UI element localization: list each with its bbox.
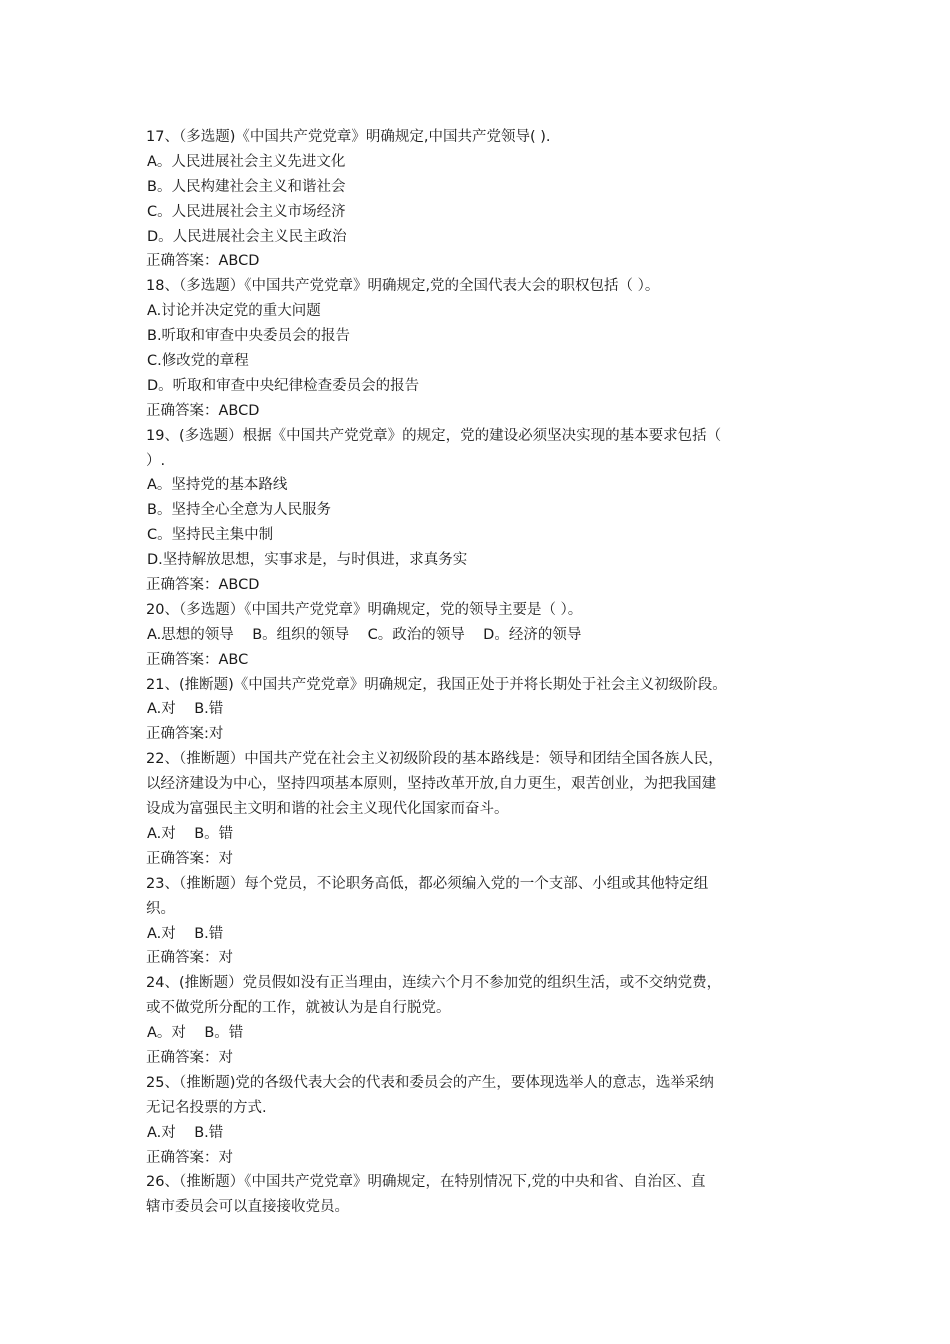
question-block <box>146 424 816 598</box>
question-stem-line: 21、(推断题)《中国共产党党章》明确规定，我国正处于并将长期处于社会主义初级阶段。 <box>146 676 727 693</box>
question-stem-line: 辖市委员会可以直接接收党员。 <box>146 1199 349 1216</box>
question-stem-line: 24、(推断题）党员假如没有正当理由，连续六个月不参加党的组织生活，或不交纳党费， <box>146 975 722 992</box>
answer-option: C。坚持民主集中制 <box>147 527 274 544</box>
question-stem-line: 23、（推断题）每个党员，不论职务高低，都必须编入党的一个支部、小组或其他特定组 <box>146 875 709 892</box>
question-stem-line: 19、(多选题）根据《中国共产党党章》的规定，党的建设必须坚决实现的基本要求包括（ <box>146 427 722 444</box>
answer-option: D.坚持解放思想，实事求是，与时俱进，求真务实 <box>147 552 468 569</box>
correct-answer: 正确答案：ABC <box>146 651 249 668</box>
question-stem-line: 20、（多选题）《中国共产党党章》明确规定，党的领导主要是（ ）。 <box>146 601 583 618</box>
question-stem-line: 以经济建设为中心，坚持四项基本原则，坚持改革开放,自力更生，艰苦创业，为把我国建 <box>146 776 717 793</box>
question-block <box>146 1170 816 1220</box>
question-stem-line: 设成为富强民主文明和谐的社会主义现代化国家而奋斗。 <box>146 801 509 818</box>
question-stem-line: ）. <box>146 452 166 469</box>
question-stem-line: 或不做党所分配的工作，就被认为是自行脱党。 <box>146 1000 451 1017</box>
correct-answer: 正确答案：ABCD <box>146 402 260 419</box>
answer-option: A.对 B.错 <box>147 1124 224 1141</box>
correct-answer: 正确答案：ABCD <box>146 577 260 594</box>
question-block <box>146 673 816 748</box>
question-block <box>146 971 816 1071</box>
answer-option: A.对 B。错 <box>147 825 234 842</box>
answer-option: B。坚持全心全意为人民服务 <box>147 502 331 519</box>
answer-option: A。人民进展社会主义先进文化 <box>147 153 346 170</box>
answer-option: A.对 B.错 <box>147 701 224 718</box>
question-block <box>146 1071 816 1171</box>
question-block <box>146 125 816 274</box>
answer-option: A.思想的领导 B。组织的领导 C。政治的领导 D。经济的领导 <box>147 626 582 643</box>
answer-option: D。听取和审查中央纪律检查委员会的报告 <box>147 377 420 394</box>
question-stem-line: 18、（多选题）《中国共产党党章》明确规定,党的全国代表大会的职权包括（ ）。 <box>146 278 660 295</box>
correct-answer: 正确答案：对 <box>146 950 233 967</box>
correct-answer: 正确答案：对 <box>146 1149 233 1166</box>
answer-option: B.听取和审查中央委员会的报告 <box>147 328 351 345</box>
correct-answer: 正确答案：对 <box>146 1049 233 1066</box>
question-stem-line: 26、（推断题）《中国共产党党章》明确规定，在特别情况下,党的中央和省、自治区、直 <box>146 1174 706 1191</box>
document-page <box>146 125 816 1220</box>
correct-answer: 正确答案:对 <box>146 726 224 743</box>
answer-option: D。人民进展社会主义民主政治 <box>147 228 347 245</box>
question-block <box>146 872 816 972</box>
answer-option: A。对 B。错 <box>147 1025 244 1042</box>
question-block <box>146 598 816 673</box>
question-stem-line: 无记名投票的方式. <box>146 1099 267 1116</box>
question-stem-line: 织。 <box>146 900 175 917</box>
answer-option: B。人民构建社会主义和谐社会 <box>147 178 346 195</box>
question-stem-line: 22、（推断题）中国共产党在社会主义初级阶段的基本路线是：领导和团结全国各族人民， <box>146 751 723 768</box>
answer-option: A。坚持党的基本路线 <box>147 477 288 494</box>
question-stem-line: 17、（多选题)《中国共产党党章》明确规定,中国共产党领导( ). <box>146 129 551 145</box>
answer-option: C.修改党的章程 <box>147 353 249 370</box>
question-block <box>146 274 816 423</box>
question-block <box>146 747 816 871</box>
answer-option: C。人民进展社会主义市场经济 <box>147 203 346 220</box>
answer-option: A.讨论并决定党的重大问题 <box>147 303 321 320</box>
correct-answer: 正确答案：对 <box>146 850 233 867</box>
answer-option: A.对 B.错 <box>147 925 224 942</box>
question-stem-line: 25、（推断题)党的各级代表大会的代表和委员会的产生，要体现选举人的意志，选举采纳 <box>146 1074 714 1091</box>
correct-answer: 正确答案：ABCD <box>146 253 260 270</box>
